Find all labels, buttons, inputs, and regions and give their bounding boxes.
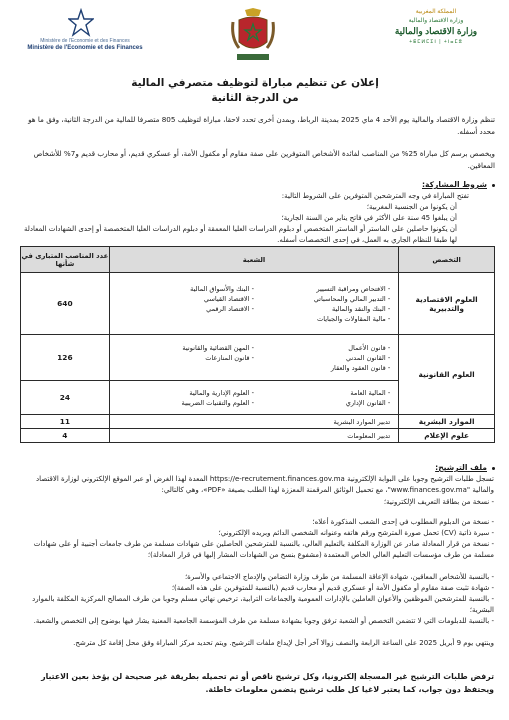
row-branches: تدبير الموارد البشرية [109, 415, 398, 429]
table-row [21, 273, 495, 335]
branch-item: - العلوم والتقنيات الضريبية [181, 398, 254, 407]
document-item: - نسخة من الدبلوم المطلوب في إحدى الشعب المذكورة أعلاه؛ [312, 518, 494, 526]
row-branches [109, 273, 398, 335]
table-row [21, 335, 495, 381]
ministry-star-icon [68, 8, 94, 38]
bullet-icon [492, 184, 495, 187]
ministry-logo-text-fr: Ministère de l'Economie et des Finances [27, 45, 143, 51]
title-line-1: إعلان عن تنظيم مباراة لتوظيف متصرفي المالية [131, 77, 379, 89]
branch-item: - العلوم الإدارية والمالية [189, 388, 254, 397]
final-notice: ترفض طلبات الترشيح غير المسجلة إلكترونيا، وكل ترشيح ناقص أو تم تحميله بطريقة غير صحيحة لن يؤخذ بعين الاعتبار ويحتفظ دون جواب، كما يعتبر لاغيا كل طلب ترشيح يتضمن معلومات خاطئة. [41, 672, 494, 694]
branch-item: - الافتحاص ومراقبة التسيير [316, 284, 391, 293]
branch-item: - قانون المنازعات [205, 353, 254, 362]
deadline-text: وينتهي يوم 9 أبريل 2025 على الساعة الرابعة والنصف زوالا آخر أجل لإيداع ملفات الترشيح. ويتم تحديد مركز المباراة وفق محل إقامة كل مترشح. [73, 639, 494, 647]
condition-item: أن يبلغوا 45 سنة على الأكثر في فاتح يناير من السنة الجارية؛ [281, 214, 457, 222]
bullet-icon [492, 467, 495, 470]
document-item: - نسخة من بطاقة التعريف الإلكترونية؛ [383, 498, 494, 506]
row-branches [109, 335, 398, 381]
document-item: - سيرة ذاتية (CV) تحمل صورة المترشح ورقم هاتفه وعنوانه الشخصي الدائم وبريده الإلكتروني؛ [218, 529, 494, 537]
row-specialty: الموارد البشرية [399, 415, 495, 429]
application-heading-text: ملف الترشيح: [435, 463, 487, 472]
row-count: 126 [21, 335, 110, 381]
ministry-logo-right [371, 8, 501, 70]
condition-item: أن يكونوا حاصلين على الماستر أو الماستر المتخصص أو دبلوم الدراسات العليا المعمقة أو دبلوم الدراسات العليا المتخصصة أو إحدى الشهادات المعادلة لها طبقا للنظام الجاري به العمل، في إحدى التخصصات أسفله. [23, 225, 457, 244]
document-item: - بالنسبة للدبلومات التي لا تتضمن التخصص أو الشعبة ترفق وجوبا بشهادة مسلمة من طرف المؤسسة الجامعية المعنية يشار فيها بوضوح إلى التخصص والشعبة. [33, 617, 494, 625]
branch-item: - الاقتصاد القياسي [203, 294, 254, 303]
document-item: - شهادة تثبت صفة مقاوم أو مكفول الأمة أو عسكري قديم أو محارب قديم (بالنسبة للمتوفرين على هذه الصفة)؛ [171, 584, 494, 592]
branch-item: - مالية المقاولات والجبايات [317, 314, 391, 323]
table-row [21, 429, 495, 443]
branch-item: - البنك والأسواق المالية [190, 284, 254, 293]
announcement-title [60, 76, 450, 106]
row-specialty: العلوم الاقتصادية والتدبيرية [399, 273, 495, 335]
ministry-logo-text-ar: Ministère de l'Economie et des Finances [40, 38, 130, 44]
row-count: 4 [21, 429, 110, 443]
condition-item: أن يكونوا من الجنسية المغربية؛ [366, 203, 457, 211]
row-branches [109, 381, 398, 415]
application-heading [435, 463, 495, 472]
branch-item: - التدبير المالي والمحاسباتي [313, 294, 391, 303]
conditions-intro: تفتح المباراة في وجه المترشحين المتوفرين على الشروط التالية: [281, 192, 469, 200]
ministry-label-small: وزارة الاقتصاد والمالية [408, 18, 464, 24]
branch-item: - قانون الأعمال [348, 343, 391, 352]
row-specialty: علوم الإعلام [399, 429, 495, 443]
branch-item: - القانون الإداري [345, 398, 391, 407]
ministry-logo-left [10, 8, 160, 70]
header-branch: الشعبة [109, 247, 398, 273]
row-branches: تدبير المعلومات [109, 429, 398, 443]
title-line-2: من الدرجة الثانية [211, 92, 299, 104]
header-specialty: التخصص [399, 247, 495, 273]
header-count: عدد المناصب المتبارى في شأنها [21, 247, 110, 273]
row-count: 640 [21, 273, 110, 335]
conditions-heading-text: شروط المشاركة: [422, 180, 487, 189]
intro-paragraph-1: تنظم وزارة الاقتصاد والمالية يوم الأحد 4 ماي 2025 بمدينة الرباط، وبمدن أخرى تحدد لاحقا، مباراة لتوظيف 805 متصرفا للمالية من الدرجة الثانية، وفق ما هو محدد أسفله. [28, 115, 495, 136]
document-item: - بالنسبة للأشخاص المعاقين، شهادة الإعاقة المسلمة من طرف وزارة التضامن والإدماج الاجتماعي والأسرة؛ [184, 573, 494, 581]
royal-emblem-icon [231, 8, 275, 66]
branch-item: - المهن القضائية والقانونية [182, 343, 254, 352]
document-item: - بالنسبة للمترشحين الموظفين والأعوان العاملين بالإدارات العمومية والجماعات الترابية، ترخيص نهائي مسلم وجوبا من طرف المصالح المركزية المكلفة بالموارد البشرية؛ [32, 595, 494, 614]
branch-item: - البنك والنقد والمالية [331, 304, 391, 313]
ministry-label-large: وزارة الاقتصاد والمالية [394, 26, 478, 36]
row-count: 11 [21, 415, 110, 429]
kingdom-label: المملكة المغربية [415, 9, 457, 15]
branch-item: - الاقتصاد الرقمي [206, 304, 254, 313]
document-item: - نسخة من قرار المعادلة صادر عن الوزارة المكلفة بالتعليم العالي، بالنسبة للمترشحين الحاصلين على شهادات مسلمة من طرف جامعات أجنبية أو على شهادات مسلمة من طرف مؤسسات التعليم العالي الخاص المعتمدة (مشفوع بنسخ من الشهادات المشار إليها في قرار المعادلة)؛ [33, 540, 494, 559]
branch-item: - قانون العقود والعقار [330, 363, 391, 372]
branch-item: - المالية العامة [350, 388, 391, 397]
positions-table [20, 246, 495, 443]
conditions-heading [422, 180, 495, 189]
ministry-label-tifinagh: +ⵟⵎⵍⵎⵉⵏ | +ⵏⴰⵎⵓ [409, 39, 463, 45]
table-header-row [21, 247, 495, 273]
table-row [21, 415, 495, 429]
row-count: 24 [21, 381, 110, 415]
application-intro: تسجل طلبات الترشيح وجوبا على البوابة الإلكترونية https://e-recrutement.finances.gov.ma المعدة لهذا الغرض أو عبر الموقع الإلكتروني لوزارة الاقتصاد والمالية "www.finances.gov.ma"، مع تحميل الوثائق المرقمنة المعززة لهذا الطلب بصيغة «PDF»، وهي كالتالي: [36, 475, 494, 494]
branch-item: - القانون المدني [345, 353, 391, 362]
row-specialty: العلوم القانونية [399, 335, 495, 415]
intro-paragraph-2: ويخصص برسم كل مباراة 25% من المناصب لفائدة الأشخاص المتوفرين على صفة مقاوم أو مكفول الأمة، أو عسكري قديم، أو محارب قديم و7% للأشخاص المعاقين. [33, 149, 495, 170]
